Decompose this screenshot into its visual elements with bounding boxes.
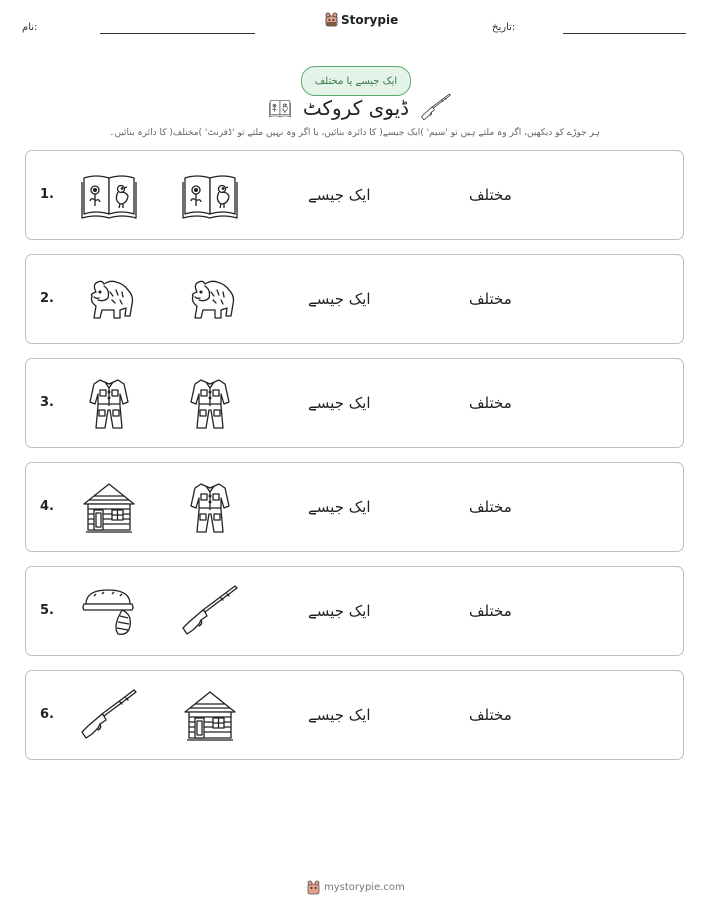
pair-row-5 xyxy=(25,566,684,656)
rifle-icon xyxy=(80,688,138,744)
storypie-mascot-icon xyxy=(307,880,320,895)
page-title-row xyxy=(250,94,470,122)
book-icon xyxy=(181,168,239,224)
outfit-icon xyxy=(80,376,138,432)
rifle-icon xyxy=(419,93,453,123)
pair-row-6 xyxy=(25,670,684,760)
storypie-mascot-icon xyxy=(325,12,338,27)
worksheet-type-badge: ایک جیسے یا مختلف xyxy=(301,66,411,96)
pair-row-1 xyxy=(25,150,684,240)
book-icon xyxy=(80,168,138,224)
row-number: 1. xyxy=(40,187,54,202)
different-option[interactable]: مختلف xyxy=(469,498,512,516)
same-option[interactable]: ایک جیسے xyxy=(308,290,371,308)
brand-logo xyxy=(325,12,398,27)
pair-row-4 xyxy=(25,462,684,552)
different-option[interactable]: مختلف xyxy=(469,394,512,412)
row-number: 3. xyxy=(40,395,54,410)
row-number: 5. xyxy=(40,603,54,618)
pair-row-3 xyxy=(25,358,684,448)
date-label: تاریخ: xyxy=(492,22,516,33)
cabin-icon xyxy=(80,480,138,536)
different-option[interactable]: مختلف xyxy=(469,706,512,724)
name-line[interactable] xyxy=(100,33,255,34)
rifle-icon xyxy=(181,584,239,640)
coonskin-hat-icon xyxy=(80,584,138,640)
different-option[interactable]: مختلف xyxy=(469,602,512,620)
bear-icon xyxy=(181,272,239,328)
footer xyxy=(307,880,405,895)
pair-row-2 xyxy=(25,254,684,344)
bear-icon xyxy=(80,272,138,328)
footer-url[interactable]: mystorypie.com xyxy=(324,882,405,893)
same-option[interactable]: ایک جیسے xyxy=(308,394,371,412)
same-option[interactable]: ایک جیسے xyxy=(308,186,371,204)
page-title: ڈیوی کروکٹ xyxy=(302,96,410,120)
different-option[interactable]: مختلف xyxy=(469,186,512,204)
row-number: 4. xyxy=(40,499,54,514)
same-option[interactable]: ایک جیسے xyxy=(308,706,371,724)
row-number: 6. xyxy=(40,707,54,722)
brand-name: Storypie xyxy=(341,12,399,27)
same-option[interactable]: ایک جیسے xyxy=(308,602,371,620)
name-label: نام: xyxy=(22,22,38,33)
row-number: 2. xyxy=(40,291,54,306)
book-icon xyxy=(267,97,293,119)
outfit-icon xyxy=(181,480,239,536)
instructions: ہر جوڑے کو دیکھیں، اگر وہ ملتے ہیں تو 'سیم' )ایک جیسے( کا دائرہ بنائیں، یا اگر وہ نہیں ملتے تو 'ڈفرنٹ' )مختلف( کا دائرہ بنائیں۔ xyxy=(109,128,600,138)
different-option[interactable]: مختلف xyxy=(469,290,512,308)
same-option[interactable]: ایک جیسے xyxy=(308,498,371,516)
outfit-icon xyxy=(181,376,239,432)
cabin-icon xyxy=(181,688,239,744)
date-line[interactable] xyxy=(563,33,686,34)
